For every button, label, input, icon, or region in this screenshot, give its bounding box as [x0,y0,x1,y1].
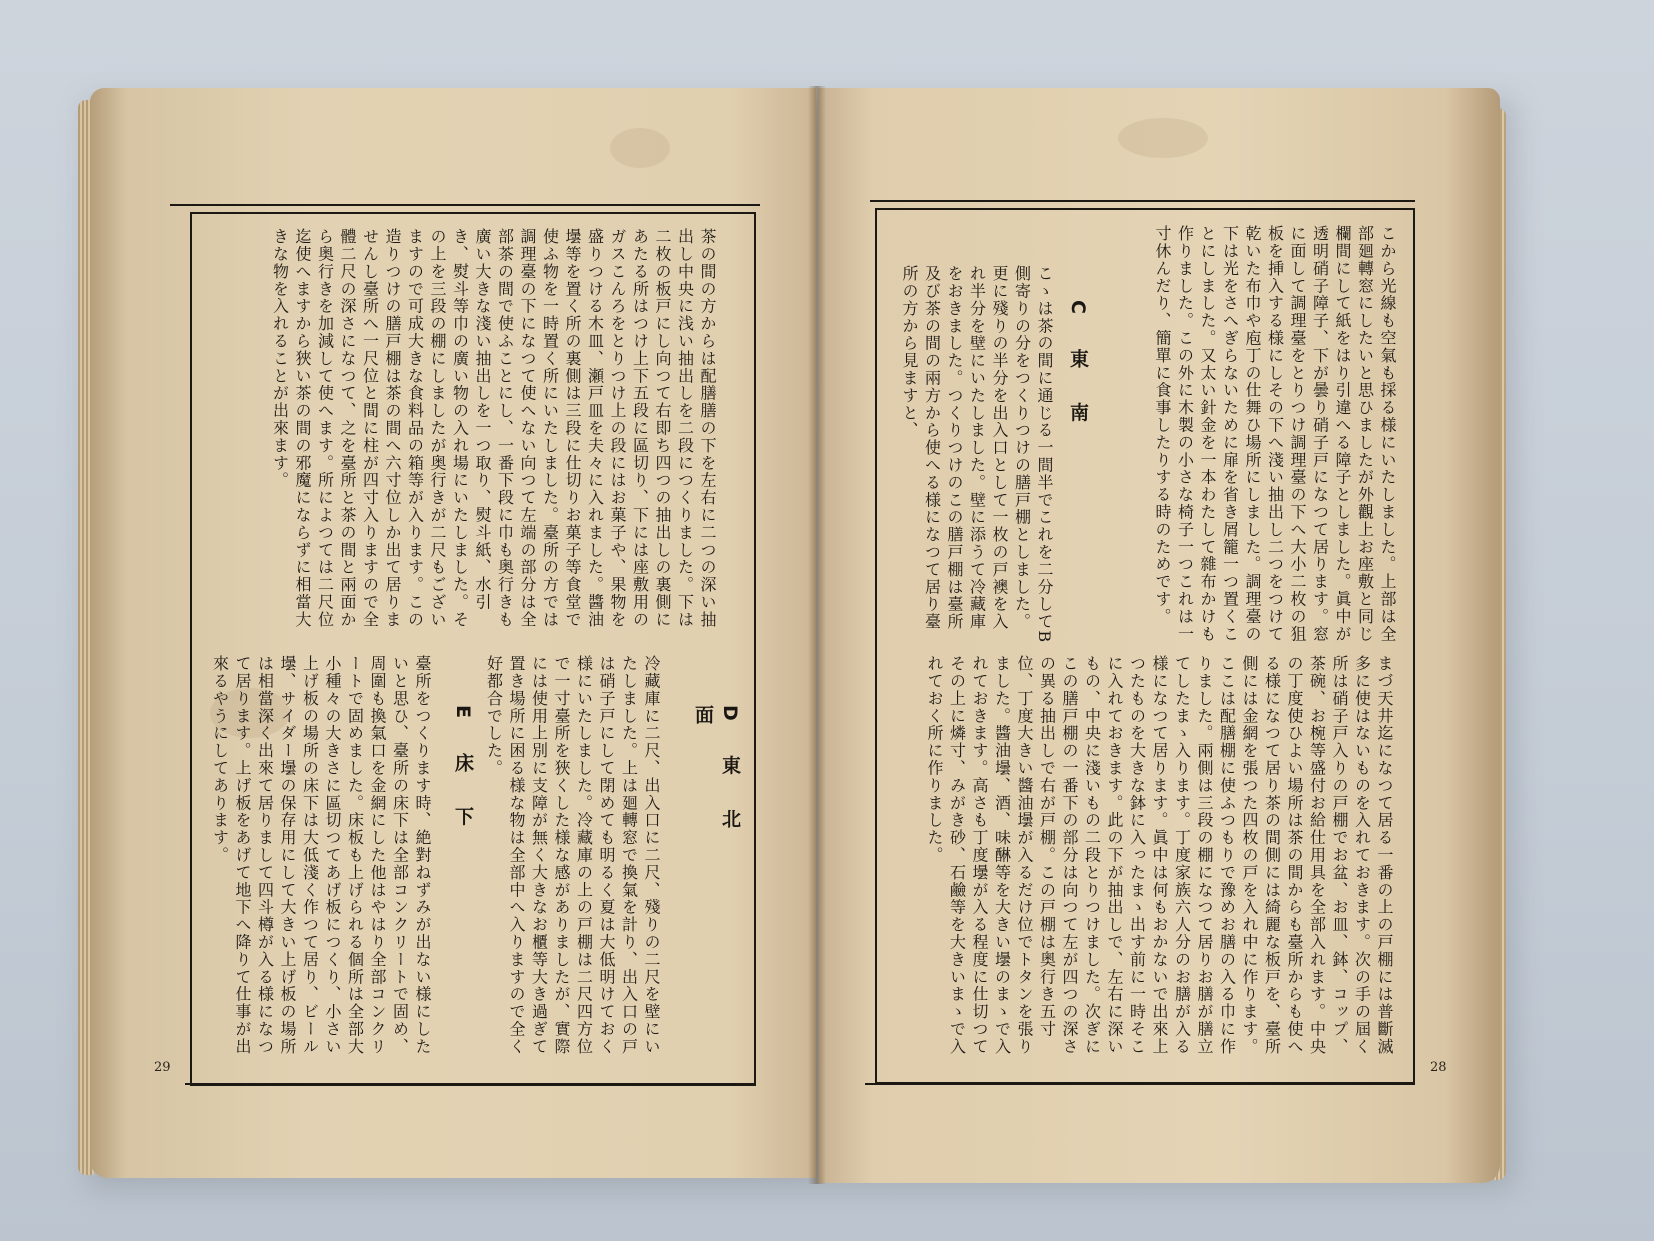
bottom-rule-left [185,1083,755,1085]
section-e-text: 臺所をつくります時、絶對ねずみが出ない様にしたいと思ひ、臺所の床下は全部コンクリートで固め、周圍も換氣口を金網にした他はやはり全部コンクリートで固めました。床板も上げられる個所は全部大小種々の大きさに區切つてあげ板につくり、小さい上げ板の場所の床下は大低淺く作つて居り、ビール壜、サイダー壜の保存用にして大きい上げ板の場所は相當深く出來て居りまして四斗樽が入る様になつて居ります。上げ板をあげて地下へ降りて仕事が出來るやうにしてあります。 [210,655,432,1056]
page-number-right: 28 [1430,1060,1447,1075]
heading-c-southeast: C 東 南 [1067,300,1089,436]
top-rule-right [870,200,1415,202]
heading-d-northeast: D 東 北 面 [692,705,741,843]
right-lower-text: まづ天井迄になつて居る一番の上の戸棚には普斷滅多に使はないものを入れておきます。次の手の屆く所は硝子戸入りの戸棚でお盆、お皿、鉢、コップ、茶碗、お椀等盛付お給仕用具を全部入れます。中央の丁度使ひよい場所は茶の間からも臺所からも使へる様になつて居り茶の間側には綺麗な板戸を、臺所側には金網を張つた四枚の戸を入れ中に作ります。ここは配膳棚に使ふつもりで豫めお膳の入る巾に作りました。兩側は三段の棚になつて居りお膳が膳立てしたまゝ入ります。丁度家族六人分のお膳が入る様になつて居ります。眞中は何もおかないで出來上つたものを大きな鉢に入ったまゝ出す前に一時そこに入れておきます。此の下が抽出しで、左右に深いもの、中央に淺いもの二段とりつけました。次ぎにこの膳戸棚の一番下の部分は向つて左が四つの深さの異る抽出しで右が戸棚。この戸棚は奥行き五寸位、丁度大きい醬油壜が入るだけ位でトタンを張りました。醬油壜、酒、味醂等を大きい壜のまゝで入れておきます。高さも丁度壜が入る程度に仕切つてその上に燐寸、みがき砂、石鹼等を大きいまゝで入れておく所に作りました。 [925,655,1394,1056]
page-number-left: 29 [154,1060,171,1075]
paper-stain [610,128,670,168]
left-upper-text: 茶の間の方からは配膳膳の下を左右に二つの深い抽出し中央に浅い抽出しを二段につくりました。下は二枚の板戸にし向つて右即ち四つの抽出しの裏側にあたる所はつけ上下五段に區切り、下には座敷用のガスこんろをとりつけ上の段にはお菓子や、果物を盛りつける木皿、瀬戸皿を夫々に入れました。醬油壜等を置く所の裏側は三段に仕切りお菓子等食堂で使ふ物を一時置く所にいたしました。臺所の方では調理臺の下になつて使へない向つて左端の部分は全部茶の間で使ふことにし、一番下段に巾も奥行きも廣い大きな淺い抽出しを一つ取り、熨斗紙、水引き、熨斗等巾の廣い物の入れ場にいたしました。その上を三段の棚にしましたが奥行きが二尺もございますので可成大きな食料品の箱等が入ります。この造りつけの膳戸棚は茶の間へ六寸位しか出て居りませんし臺所へ一尺位と間に柱が四寸入りますので全體二尺の深さになつて、之を臺所と茶の間と兩面から奥行きを加減して使へます。所によつては二尺位迄使へますから狹い茶の間の邪魔にならずに相當大きな物を入れることが出來ます。 [270,228,717,629]
top-rule-left [170,204,760,206]
right-upper-text: こから光線も空氣も採る様にいたしました。上部は全部廻轉窓にしたいと思ひましたが外觀上お座敷と同じ欄間にして紙をはり引違へる障子としました。眞中が透明硝子障子、下が曇り硝子戸になつて居ります。窓に面して調理臺をとりつけ調理臺の下へ大小二枚の狙板を挿入する様にしその下へ淺い抽出し二つをつけて乾いた布巾や庖丁の仕舞ひ場所にしました。調理臺の下は光をさへぎらないために扉を省き屑籠一つ置くことにしました。又太い針金を一本わたして雜布かけも作りました。この外に木製の小さな椅子一つこれは一寸休んだり、簡單に食事したりする時のためです。 [1153,225,1397,643]
section-d-text: 冷藏庫に二尺、出入口に二尺、殘りの二尺を壁にいたしました。上は廻轉窓で換氣を計り、出入口の戸は硝子戸にして閉めても明るく夏は大低明けておく様にいたしました。冷藏庫の上の戸棚は二尺四方位で一寸臺所を狹くした様な感がありましたが、實際には使用上別に支障が無く大きなお櫃等大き過ぎて置き場所に困る様な物は全部中へ入りますので全く好都合でした。 [484,655,661,1056]
paper-stain [1118,118,1208,158]
bottom-rule-right [865,1083,1415,1085]
book-spine [808,86,826,1184]
section-c-text: こゝは茶の間に通じる一間半でこれを二分してB側寄りの分をつくりつけの膳戸棚としました。更に殘りの半分を出入口として一枚の戸襖を入れ半分を壁にいたしました。壁に添うて冷藏庫をおきました。つくりつけのこの膳戸棚は臺所及び茶の間の兩方から使へる様になつて居り臺所の方から見ますと、 [900,265,1054,644]
heading-e-underfloor: E 床 下 [452,705,474,840]
